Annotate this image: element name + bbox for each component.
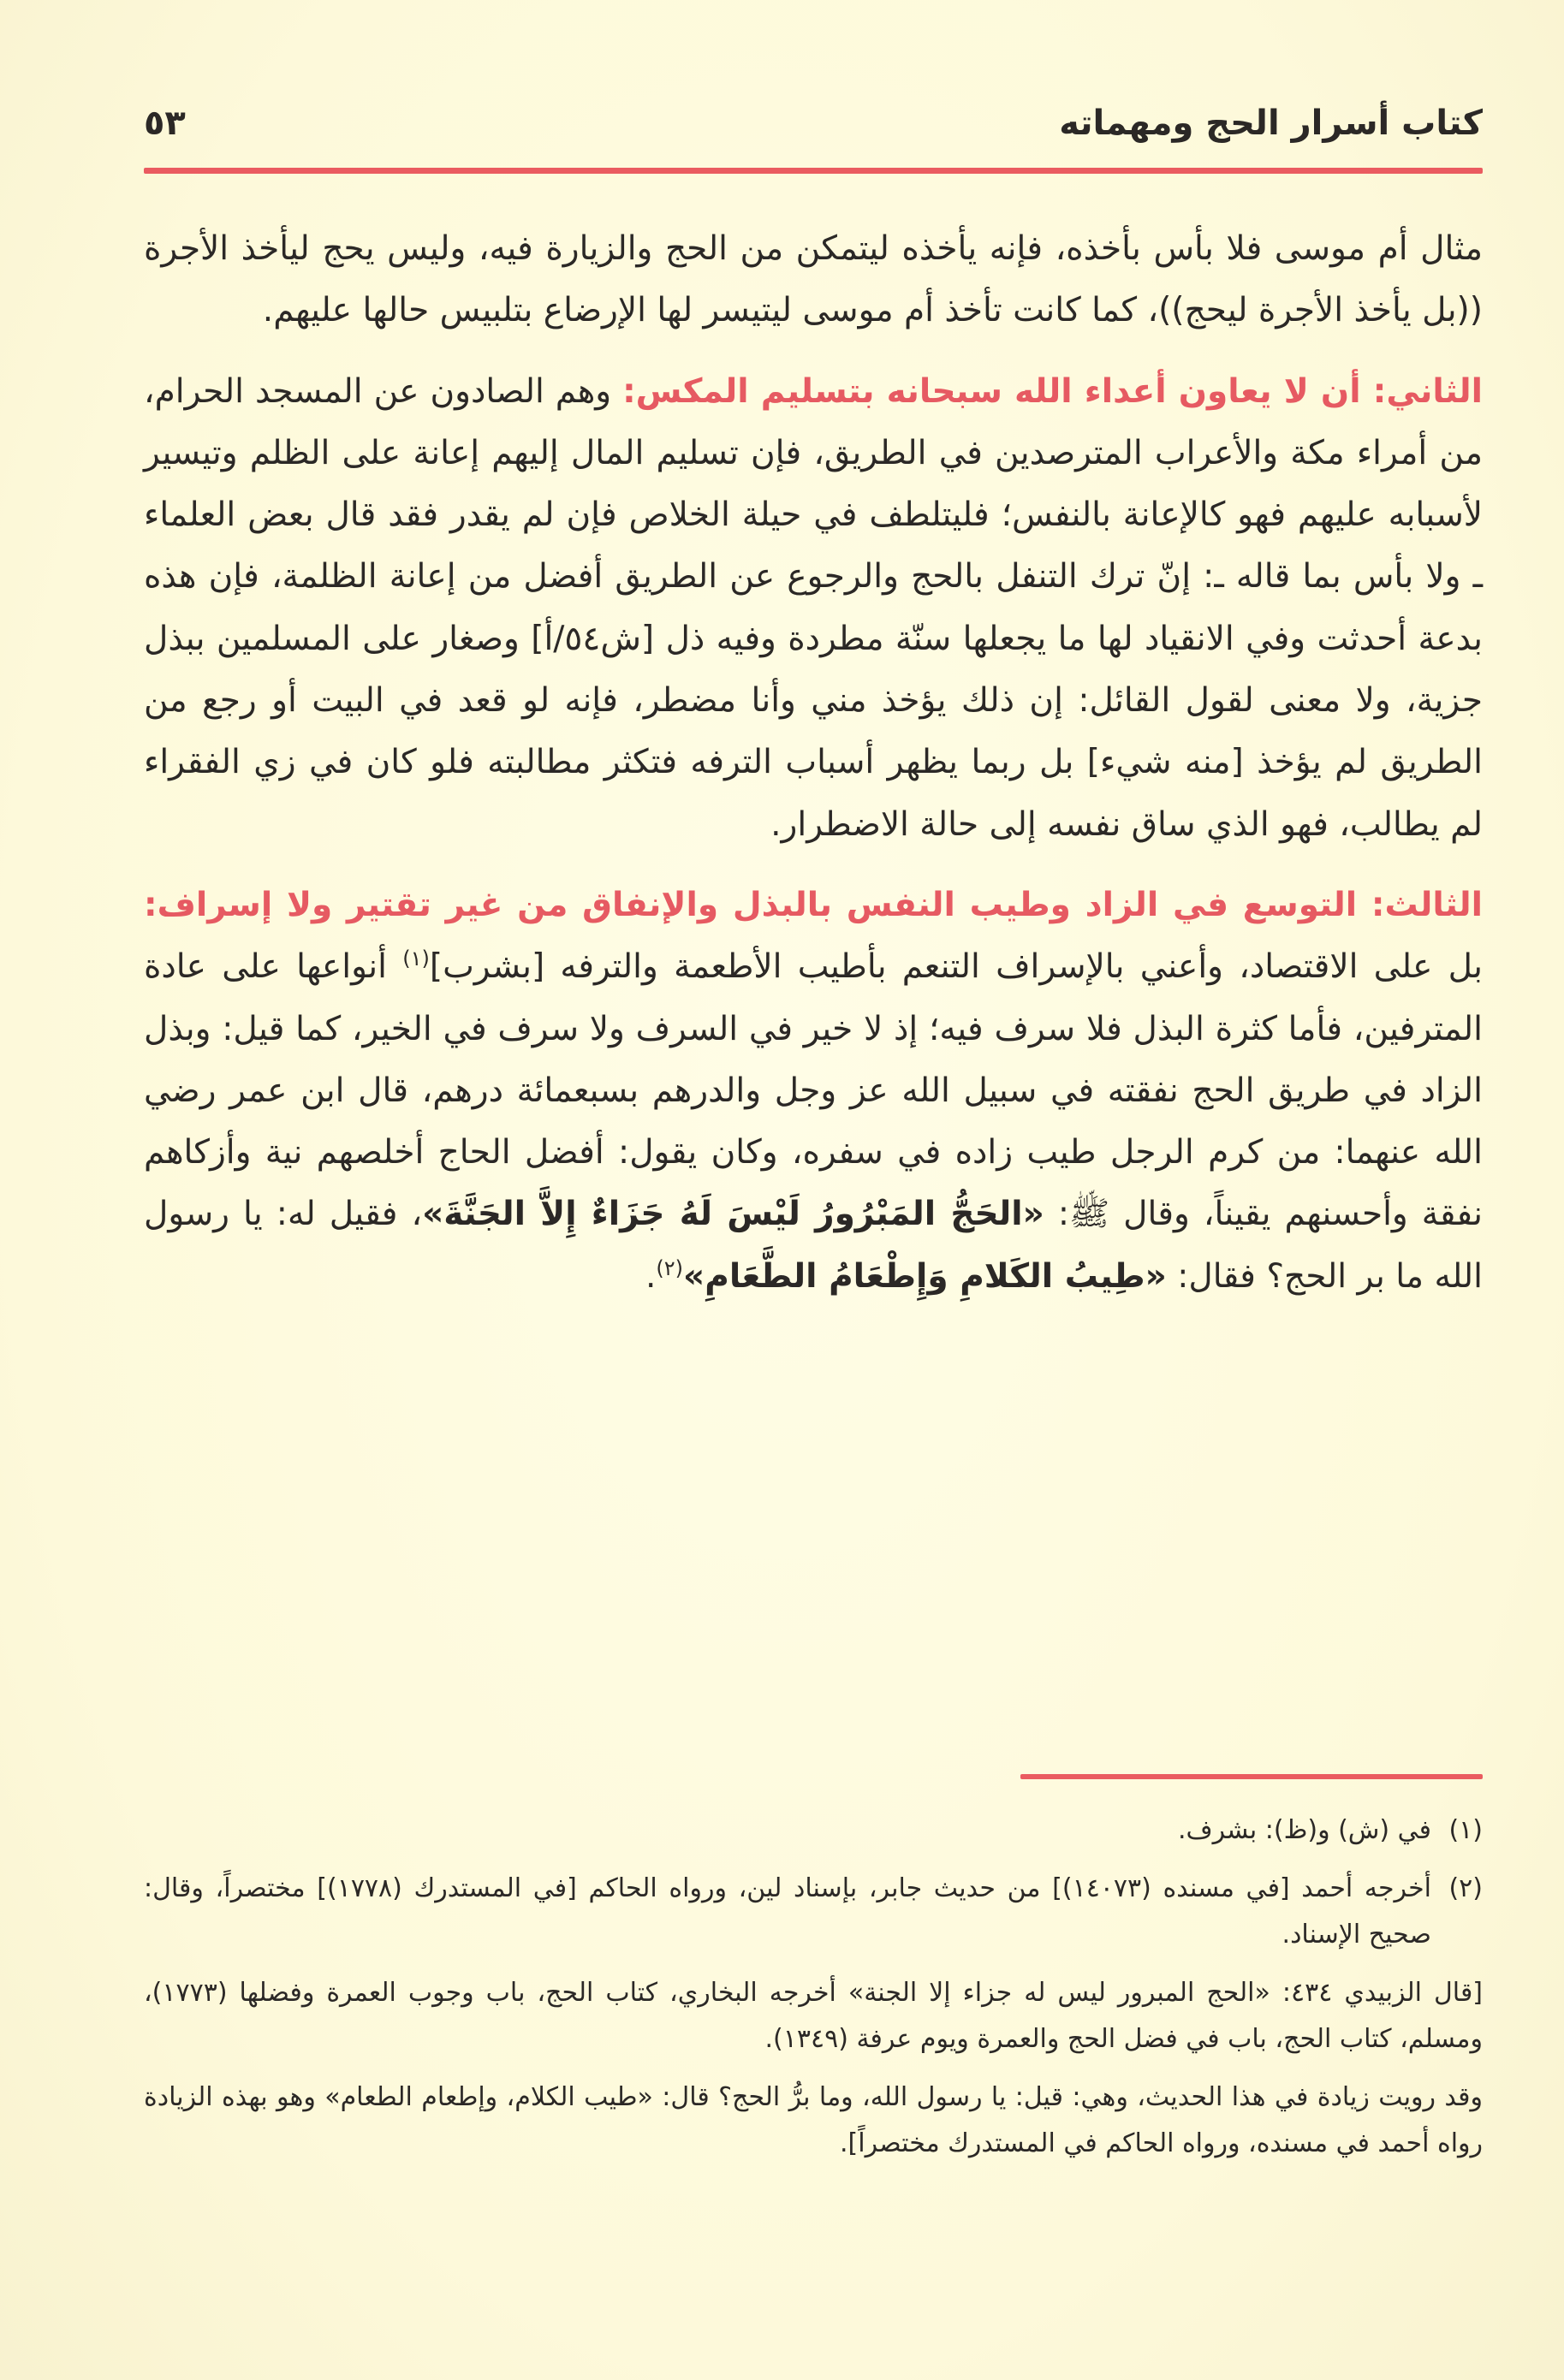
paragraph-3-text-a: بل على الاقتصاد، وأعني بالإسراف التنعم بأطيب الأطعمة والترفه [بشرب] [429,947,1483,987]
running-title: كتاب أسرار الحج ومهماته [1059,104,1483,143]
footnote-1-text: في (ش) و(ظ): بشرف. [1177,1815,1431,1845]
paragraph-3-text-b: أنواعها على عادة المترفين، فأما كثرة البذل فلا سرف فيه؛ إذ لا خير في السرف ولا سرف في الخير، كما قيل: وبذل الزاد في طريق الحج نفقته في سبيل الله عز وجل والدرهم بسبعمائة درهم، قال ابن عمر رضي الله عنهما: من كرم الرجل طيب زاده في سفره، وكان يقول: أفضل الحاج أخلصهم نية وأزكاهم نفقة وأحسنهم يقيناً، وقال ﷺ: [144,947,1484,1234]
footnote-2-number: (٢) [1448,1873,1483,1903]
page-number: ٥٣ [144,104,186,143]
paragraph-3 [144,875,1483,1308]
main-text [144,218,1483,1318]
footnote-1 [144,1807,1483,1854]
footnote-rule-divider [1020,1774,1483,1779]
hadith-quote-1: «الحَجُّ المَبْرُورُ لَيْسَ لَهُ جَزَاءٌ إِلاَّ الجَنَّةَ» [422,1195,1044,1234]
paragraph-1 [144,218,1483,342]
running-header [144,98,1483,158]
header-rule-divider [144,168,1483,174]
footnote-2 [144,1866,1483,1958]
paragraph-3-text-d: . [645,1256,657,1296]
paragraph-1-text: مثال أم موسى فلا بأس بأخذه، فإنه يأخذه ليتمكن من الحج والزيارة فيه، وليس يحج ليأخذ الأجرة ((بل يأخذ الأجرة ليحج))، كما كانت تأخذ أم موسى ليتيسر لها الإرضاع بتلبيس حالها عليهم. [144,229,1483,330]
footnote-2-text: أخرجه أحمد [في مسنده (١٤٠٧٣)] من حديث جابر، بإسناد لين، ورواه الحاكم [في المستدرك (١٧٧٨)] مختصراً، وقال: صحيح الإسناد. [144,1873,1431,1950]
paragraph-3-text-c: ، فقيل له: يا رسول الله ما بر الحج؟ فقال: [144,1195,1483,1296]
section-heading-third: الثالث: التوسع في الزاد وطيب النفس بالبذل والإنفاق من غير تقتير ولا إسراف: [144,885,1483,924]
footnote-ref-2[interactable]: (٢) [656,1255,684,1280]
footnotes [144,1807,1483,2179]
section-heading-second: الثاني: أن لا يعاون أعداء الله سبحانه بتسليم المكس: [622,371,1484,411]
footnote-2-zabidi-note: [قال الزبيدي ٤٣٤: «الحج المبرور ليس له جزاء إلا الجنة» أخرجه البخاري، كتاب الحج، باب وجوب العمرة وفضلها (١٧٧٣)، ومسلم، كتاب الحج، باب في فضل الحج والعمرة ويوم عرفة (١٣٤٩). [144,1978,1483,2054]
hadith-quote-2: «طِيبُ الكَلامِ وَإِطْعَامُ الطَّعَامِ» [683,1256,1167,1296]
paragraph-2-text: وهم الصادون عن المسجد الحرام، من أمراء مكة والأعراب المترصدين في الطريق، فإن تسليم المال إليهم إعانة على الظلم وتيسير لأسبابه عليهم فهو كالإعانة بالنفس؛ فليتلطف في حيلة الخلاص فإن لم يقدر فقد قال بعض العلماء ـ ولا بأس بما قاله ـ: إنّ ترك التنفل بالحج والرجوع عن الطريق أفضل من إعانة الظلمة، فإن هذه بدعة أحدثت وفي الانقياد لها ما يجعلها سنّة مطردة وفيه ذل [ش٥٤/أ] وصغار على المسلمين ببذل جزية، ولا معنى لقول القائل: إن ذلك يؤخذ مني وأنا مضطر، فإنه لو قعد في البيت أو رجع من الطريق لم يؤخذ [منه شيء] بل ربما يظهر أسباب الترفه فتكثر مطالبته فلو كان في زي الفقراء لم يطالب، فهو الذي ساق نفسه إلى حالة الاضطرار. [144,371,1483,844]
footnote-2-addition-note: وقد رويت زيادة في هذا الحديث، وهي: قيل: يا رسول الله، وما برُّ الحج؟ قال: «طيب الكلام، وإطعام الطعام» وهو بهذه الزيادة رواه أحمد في مسنده، ورواه الحاكم في المستدرك مختصراً]. [144,2082,1483,2158]
paragraph-2 [144,361,1483,856]
footnote-1-number: (١) [1448,1815,1483,1845]
footnote-ref-1[interactable]: (١) [402,947,430,971]
